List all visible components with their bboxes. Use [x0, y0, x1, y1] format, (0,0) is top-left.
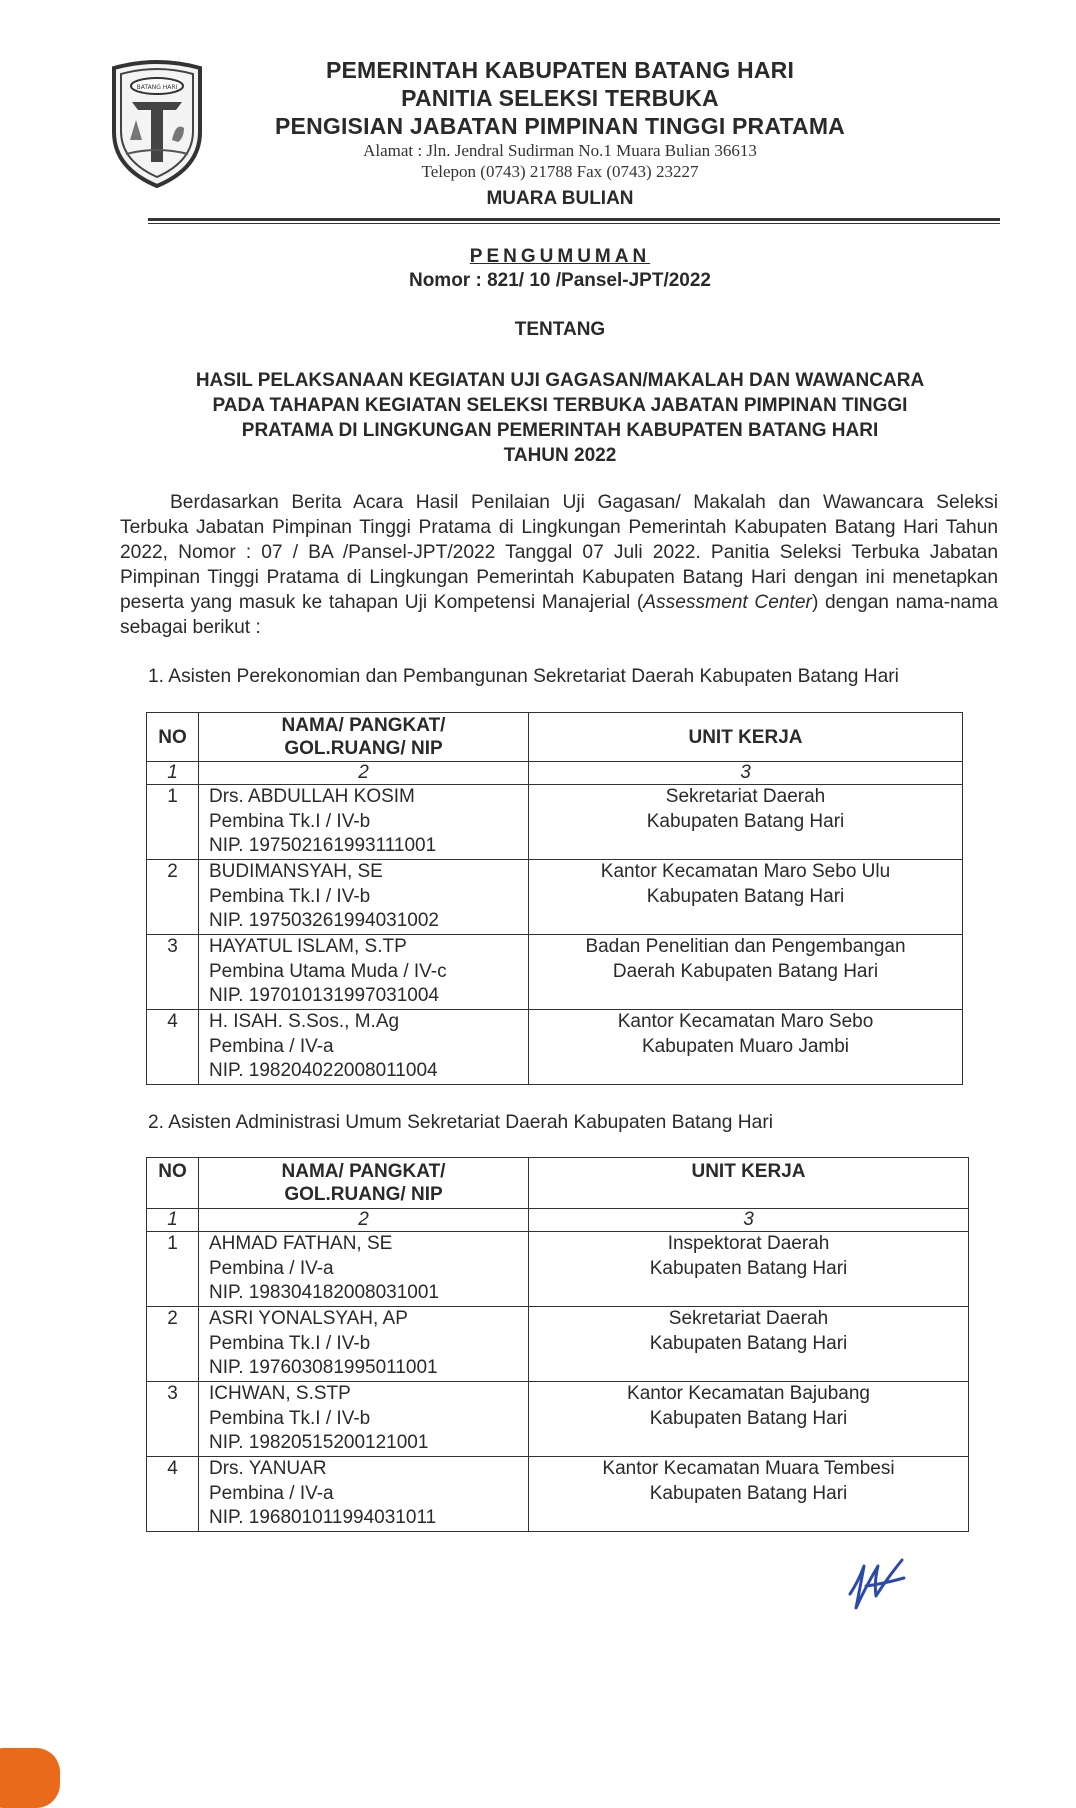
table-row — [147, 785, 963, 860]
subject-line: HASIL PELAKSANAAN KEGIATAN UJI GAGASAN/MAKALAH DAN WAWANCARA — [195, 370, 925, 391]
work-unit — [529, 935, 963, 1010]
row-number: 2 — [147, 1307, 199, 1382]
header-unit: UNIT KERJA — [529, 1158, 969, 1209]
candidate-info — [199, 860, 529, 935]
subject-line: TAHUN 2022 — [503, 445, 617, 466]
candidate-info — [199, 1457, 529, 1532]
work-unit — [529, 1307, 969, 1382]
work-unit-line: Kantor Kecamatan Maro Sebo — [617, 1011, 874, 1032]
candidate-nip: NIP. 198204022008011004 — [209, 1060, 438, 1081]
work-unit-line: Kantor Kecamatan Muara Tembesi — [602, 1458, 895, 1479]
subject-line: PADA TAHAPAN KEGIATAN SELEKSI TERBUKA JABATAN PIMPINAN TINGGI — [212, 395, 908, 416]
candidate-nip: NIP. 196801011994031011 — [209, 1507, 437, 1528]
table-row — [147, 860, 963, 935]
table-row — [147, 935, 963, 1010]
work-unit-line: Daerah Kabupaten Batang Hari — [612, 960, 879, 982]
work-unit-line: Kantor Kecamatan Bajubang — [627, 1383, 870, 1404]
announcement-subject — [120, 368, 1000, 468]
candidate-nip: NIP. 19820515200121001 — [209, 1432, 429, 1453]
index-cell: 2 — [199, 762, 529, 785]
row-number: 3 — [147, 935, 199, 1010]
handwritten-initials-icon — [844, 1552, 908, 1612]
work-unit-line: Sekretariat Daerah — [668, 1308, 829, 1329]
index-cell: 1 — [147, 1209, 199, 1232]
candidate-nip: NIP. 197010131997031004 — [209, 985, 439, 1006]
work-unit-line: Kabupaten Batang Hari — [649, 1482, 848, 1504]
work-unit-line: Kabupaten Batang Hari — [646, 810, 845, 832]
letterhead-government: PEMERINTAH KABUPATEN BATANG HARI — [325, 57, 795, 83]
candidate-info — [199, 785, 529, 860]
header-no: NO — [147, 713, 199, 762]
candidate-rank: Pembina / IV-a — [209, 1482, 334, 1504]
candidate-info — [199, 1307, 529, 1382]
letterhead-divider-thin — [148, 223, 1000, 224]
candidate-rank: Pembina Tk.I / IV-b — [209, 1407, 371, 1429]
announcement-number: Nomor : 821/ 10 /Pansel-JPT/2022 — [408, 270, 712, 291]
svg-text:BATANG HARI: BATANG HARI — [136, 84, 178, 91]
section-heading-2: 2. Asisten Administrasi Umum Sekretariat Daerah Kabupaten Batang Hari — [148, 1112, 773, 1133]
header-unit: UNIT KERJA — [529, 713, 963, 762]
letterhead-address: Alamat : Jln. Jendral Sudirman No.1 Muara Bulian 36613 — [363, 141, 757, 160]
paragraph-italic-term: Assessment Center — [643, 592, 812, 613]
table-row — [147, 1232, 969, 1307]
candidate-nip: NIP. 198304182008031001 — [209, 1282, 439, 1303]
work-unit-line: Kabupaten Batang Hari — [649, 1332, 848, 1354]
candidate-rank: Pembina Tk.I / IV-b — [209, 885, 371, 907]
row-number: 1 — [147, 785, 199, 860]
header-name — [199, 1158, 529, 1209]
table-index-row — [147, 1209, 969, 1232]
work-unit-line: Sekretariat Daerah — [665, 786, 826, 807]
candidate-info — [199, 1010, 529, 1085]
table-row — [147, 1307, 969, 1382]
candidate-table-1 — [146, 712, 963, 1085]
header-name-line: NAMA/ PANGKAT/ — [281, 1161, 446, 1182]
announcement-about: TENTANG — [514, 319, 606, 340]
work-unit — [529, 1382, 969, 1457]
candidate-rank: Pembina / IV-a — [209, 1035, 334, 1057]
work-unit-line: Kantor Kecamatan Maro Sebo Ulu — [600, 861, 891, 882]
row-number: 4 — [147, 1457, 199, 1532]
paragraph-text: Berdasarkan Berita Acara Hasil Penilaian Uji Gagasan/ Makalah dan Wawancara Seleksi Terbuka Jabatan Pimpinan Tinggi Pratama di Lingkungan Pemerintah Kabupaten Batang Hari Tahun 2022, Nomor : 07 / BA /Pansel-JPT/2022 Tanggal 07 Juli 2022. Panitia Seleksi Terbuka Jabatan Pimpinan Tinggi Pratama di Lingkungan Pemerintah Kabupaten Batang Hari dengan ini menetapkan peserta yang masuk ke tahapan Uji Kompetensi Manajerial ( — [120, 492, 998, 613]
table-row — [147, 1457, 969, 1532]
letterhead-purpose: PENGISIAN JABATAN PIMPINAN TINGGI PRATAMA — [274, 113, 845, 139]
table-header-row — [147, 713, 963, 762]
letterhead-city: MUARA BULIAN — [486, 188, 634, 209]
work-unit — [529, 1010, 963, 1085]
candidate-name: ICHWAN, S.STP — [209, 1383, 351, 1404]
table-row — [147, 1010, 963, 1085]
table-index-row — [147, 762, 963, 785]
candidate-info — [199, 1232, 529, 1307]
header-name-line: GOL.RUANG/ NIP — [284, 738, 443, 759]
work-unit — [529, 1457, 969, 1532]
letterhead — [240, 56, 880, 212]
header-name — [199, 713, 529, 762]
candidate-info — [199, 1382, 529, 1457]
subject-line: PRATAMA DI LINGKUNGAN PEMERINTAH KABUPATEN BATANG HARI — [241, 420, 879, 441]
candidate-rank: Pembina Tk.I / IV-b — [209, 810, 371, 832]
work-unit-line: Kabupaten Muaro Jambi — [641, 1035, 849, 1057]
candidate-rank: Pembina / IV-a — [209, 1257, 334, 1279]
candidate-name: BUDIMANSYAH, SE — [209, 861, 383, 882]
work-unit — [529, 785, 963, 860]
candidate-name: ASRI YONALSYAH, AP — [209, 1308, 408, 1329]
candidate-table-2 — [146, 1157, 969, 1532]
header-no: NO — [147, 1158, 199, 1209]
work-unit-line: Kabupaten Batang Hari — [649, 1407, 848, 1429]
row-number: 2 — [147, 860, 199, 935]
work-unit-line: Badan Penelitian dan Pengembangan — [585, 936, 906, 957]
paragraph-text-end: ) dengan nama-nama sebagai berikut : — [120, 592, 998, 638]
regency-crest-icon — [106, 58, 208, 190]
table-header-row — [147, 1158, 969, 1209]
letterhead-phone: Telepon (0743) 21788 Fax (0743) 23227 — [421, 162, 699, 181]
candidate-name: AHMAD FATHAN, SE — [209, 1233, 393, 1254]
candidate-name: H. ISAH. S.Sos., M.Ag — [209, 1011, 400, 1032]
work-unit — [529, 860, 963, 935]
candidate-name: Drs. ABDULLAH KOSIM — [209, 786, 415, 807]
intro-paragraph — [120, 490, 998, 640]
header-name-line: NAMA/ PANGKAT/ — [281, 715, 446, 736]
candidate-info — [199, 935, 529, 1010]
candidate-nip: NIP. 197502161993111001 — [209, 835, 437, 856]
work-unit-line: Kabupaten Batang Hari — [646, 885, 845, 907]
announcement-header — [120, 246, 1000, 468]
work-unit-line: Inspektorat Daerah — [667, 1233, 830, 1254]
index-cell: 3 — [529, 762, 963, 785]
index-cell: 3 — [529, 1209, 969, 1232]
table-row — [147, 1382, 969, 1457]
row-number: 3 — [147, 1382, 199, 1457]
index-cell: 2 — [199, 1209, 529, 1232]
index-cell: 1 — [147, 762, 199, 785]
section-heading-1: 1. Asisten Perekonomian dan Pembangunan Sekretariat Daerah Kabupaten Batang Hari — [148, 666, 899, 687]
work-unit — [529, 1232, 969, 1307]
work-unit-line: Kabupaten Batang Hari — [649, 1257, 848, 1279]
row-number: 4 — [147, 1010, 199, 1085]
candidate-name: HAYATUL ISLAM, S.TP — [209, 936, 407, 957]
letterhead-divider — [148, 218, 1000, 221]
letterhead-committee: PANITIA SELEKSI TERBUKA — [401, 85, 719, 111]
candidate-rank: Pembina Utama Muda / IV-c — [209, 960, 447, 982]
header-name-line: GOL.RUANG/ NIP — [284, 1184, 443, 1205]
announcement-title: PENGUMUMAN — [469, 246, 651, 267]
candidate-nip: NIP. 197503261994031002 — [209, 910, 439, 931]
candidate-name: Drs. YANUAR — [209, 1458, 327, 1479]
candidate-nip: NIP. 197603081995011001 — [209, 1357, 438, 1378]
scan-corner-tab — [0, 1748, 60, 1808]
row-number: 1 — [147, 1232, 199, 1307]
candidate-rank: Pembina Tk.I / IV-b — [209, 1332, 371, 1354]
